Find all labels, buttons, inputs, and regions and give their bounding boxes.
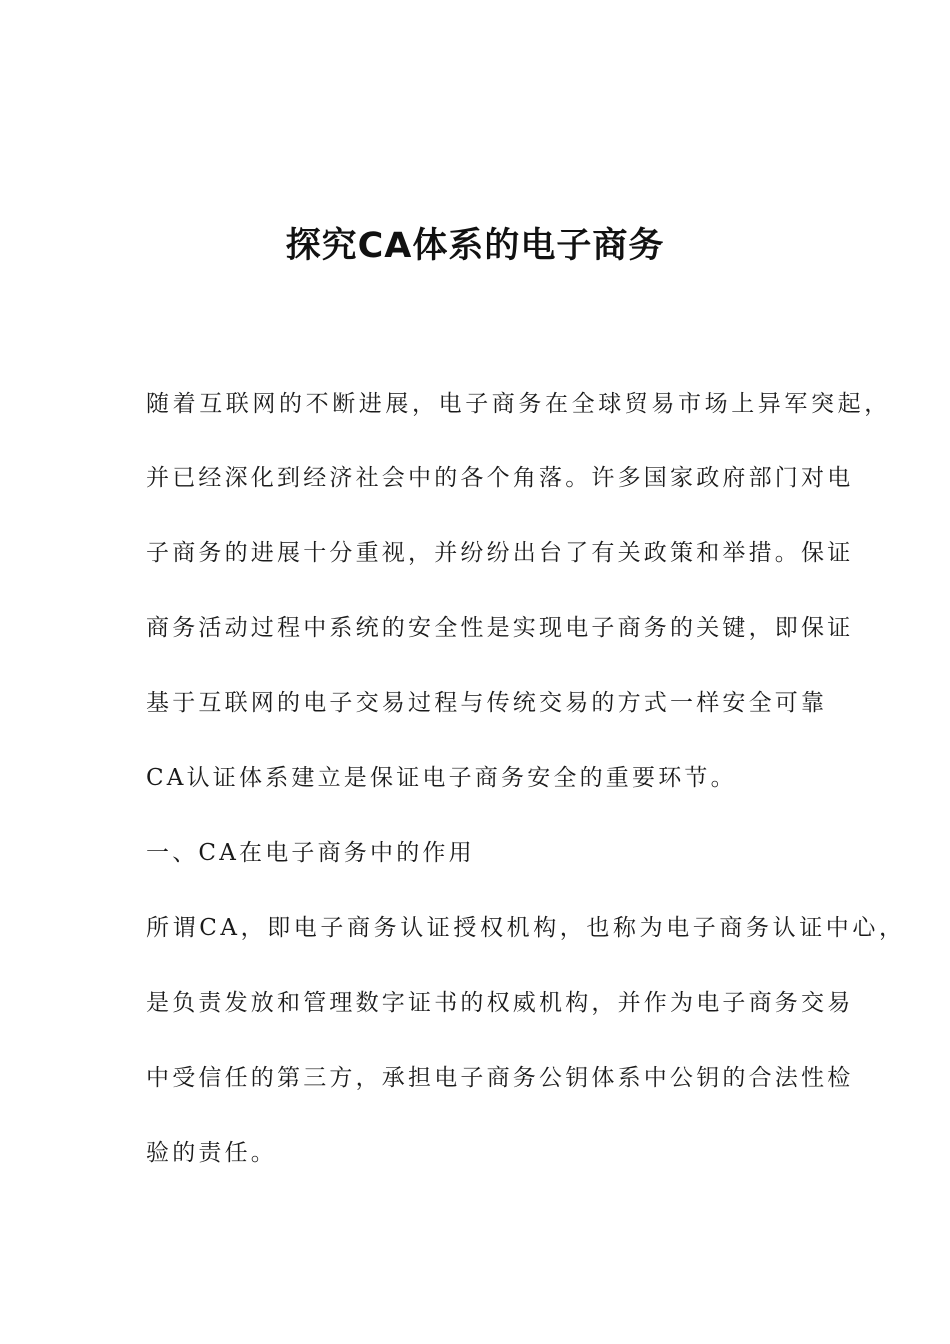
paragraph-line: CA认证体系建立是保证电子商务安全的重要环节。 — [146, 765, 737, 791]
paragraph-line: 子商务的进展十分重视，并纷纷出台了有关政策和举措。保证 — [146, 540, 854, 566]
paragraph-line: 基于互联网的电子交易过程与传统交易的方式一样安全可靠 — [146, 690, 828, 716]
paragraph-line: 随着互联网的不断进展，电子商务在全球贸易市场上异军突起， — [146, 391, 891, 417]
document-title: 探究CA体系的电子商务 — [285, 226, 665, 266]
paragraph-line: 验的责任。 — [146, 1140, 277, 1166]
paragraph-line: 是负责发放和管理数字证书的权威机构，并作为电子商务交易 — [146, 990, 854, 1016]
paragraph-line: 所谓CA，即电子商务认证授权机构，也称为电子商务认证中心， — [146, 915, 906, 941]
paragraph-line: 商务活动过程中系统的安全性是实现电子商务的关键，即保证 — [146, 615, 854, 641]
paragraph-line: 并已经深化到经济社会中的各个角落。许多国家政府部门对电 — [146, 465, 854, 491]
paragraph-line: 中受信任的第三方，承担电子商务公钥体系中公钥的合法性检 — [146, 1065, 854, 1091]
section-heading: 一、CA在电子商务中的作用 — [146, 840, 475, 866]
